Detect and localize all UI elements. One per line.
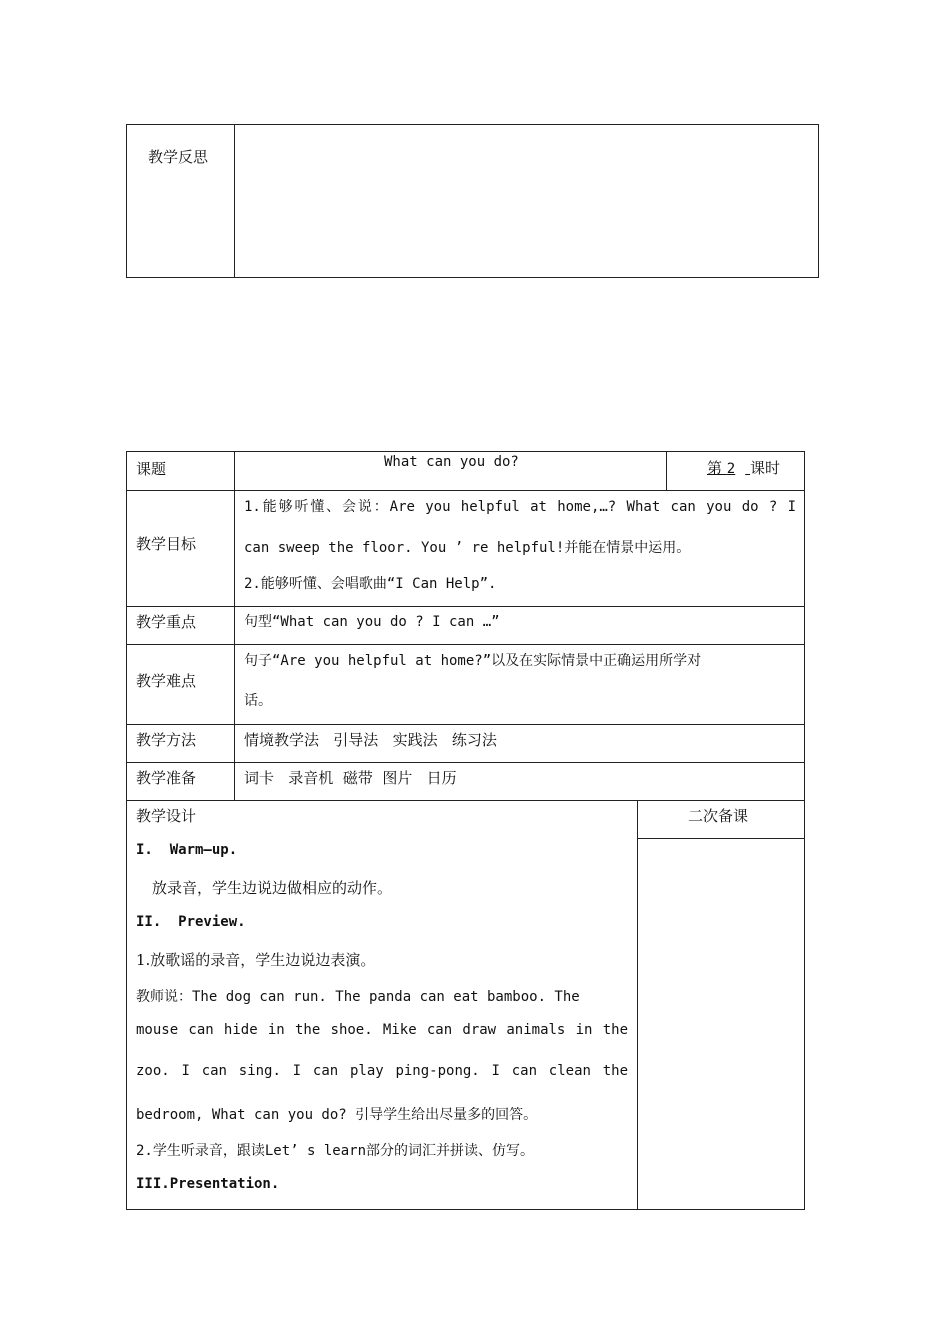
prep-label: 教学准备 <box>136 769 197 787</box>
prep-value: 词卡 录音机 磁带 图片 日历 <box>244 769 457 787</box>
difficulties-line-1: 句子“Are you helpful at home?”以及在实际情景中正确运用所学对 <box>244 653 702 669</box>
preview-step-1: 1.放歌谣的录音，学生边说边表演。 <box>136 951 376 969</box>
objective-line-2: 2.能够听懂、会唱歌曲“I Can Help”. <box>244 576 497 592</box>
preview-step-2: 2.学生听录音，跟读Let’ s learn部分的词汇并拼读、仿写。 <box>136 1143 535 1159</box>
reflection-content-cell[interactable] <box>235 125 818 277</box>
presentation-heading: III.Presentation. <box>136 1176 280 1192</box>
objective-line-1b: can sweep the floor. You ’ re helpful!并能在情景中运用。 <box>244 540 691 556</box>
design-line-zoo: zoo. I can sing. I can play ping-pong. I can clean the <box>136 1063 628 1079</box>
topic-value: What can you do? <box>384 454 519 470</box>
difficulties-line-2: 话。 <box>244 693 272 709</box>
period-column-divider <box>666 451 667 490</box>
label-column-divider <box>234 451 235 800</box>
period-cell <box>689 457 780 478</box>
row-divider <box>126 724 805 725</box>
key-points-value: 句型“What can you do ? I can …” <box>244 614 500 630</box>
row-divider <box>126 800 805 801</box>
difficulties-label: 教学难点 <box>136 672 197 690</box>
row-divider <box>126 644 805 645</box>
reflection-label: 教学反思 <box>148 148 209 166</box>
methods-value: 情境教学法 引导法 实践法 练习法 <box>244 731 497 749</box>
warmup-text: 放录音，学生边说边做相应的动作。 <box>152 879 393 897</box>
methods-label: 教学方法 <box>136 731 197 749</box>
design-line-mouse: mouse can hide in the shoe. Mike can draw animals in the <box>136 1022 628 1038</box>
preview-heading: II. Preview. <box>136 914 246 930</box>
teacher-says: 教师说：The dog can run. The panda can eat bamboo. The <box>136 989 580 1005</box>
objectives-label: 教学目标 <box>136 535 197 553</box>
second-prep-label: 二次备课 <box>688 807 749 825</box>
period-prefix: 第 2 <box>707 459 736 477</box>
row-divider <box>126 606 805 607</box>
row-divider <box>126 490 805 491</box>
design-line-bedroom: bedroom, What can you do? 引导学生给出尽量多的回答。 <box>136 1107 538 1123</box>
objective-line-1a: 1.能够听懂、会说：Are you helpful at home,…? What can you do ? I <box>244 499 796 515</box>
period-suffix: 课时 <box>750 459 781 477</box>
second-prep-cell[interactable] <box>638 839 804 1209</box>
row-divider <box>126 762 805 763</box>
design-label: 教学设计 <box>136 807 197 825</box>
key-points-label: 教学重点 <box>136 613 197 631</box>
topic-label: 课题 <box>136 460 167 478</box>
warmup-heading: I. Warm—up. <box>136 842 238 858</box>
